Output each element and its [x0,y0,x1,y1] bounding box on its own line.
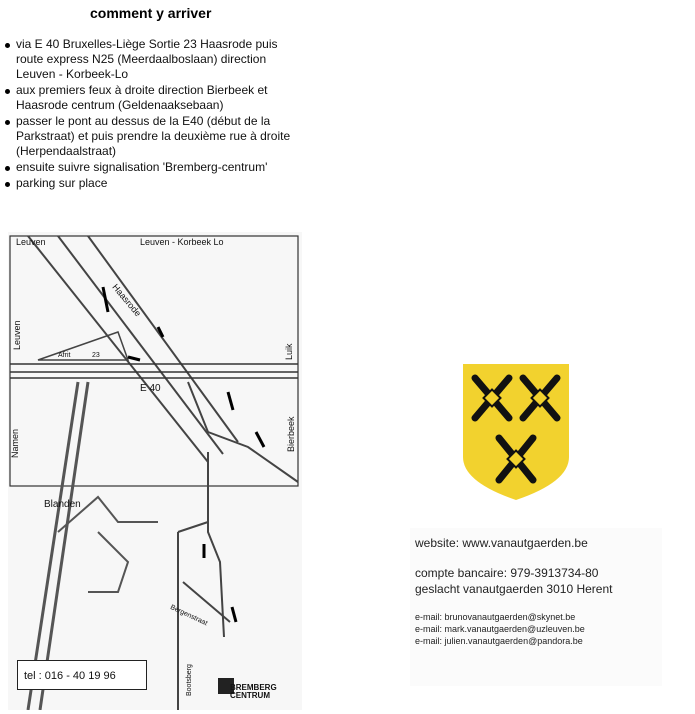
bremberg-centrum-logo [230,684,277,700]
map-label-namen: Namen [10,428,20,458]
direction-step-4: ensuite suivre signalisation 'Bremberg-centrum' [4,160,304,175]
bank-account-text: compte bancaire: 979-3913734-80 [415,566,599,580]
coat-of-arms-icon [461,362,571,502]
direction-step-1: via E 40 Bruxelles-Liège Sortie 23 Haasrode puis route express N25 (Meerdaalboslaan) direction Leuven - Korbeek-Lo [4,37,304,82]
map-label-bergenstraat: Bergenstraat [169,604,209,628]
telephone-number: tel : 016 - 40 19 96 [24,670,116,682]
map-label-blanden: Blanden [44,499,81,510]
logo-line-1: BREMBERG [230,683,277,692]
map-label-leuven-top: Leuven [16,237,46,247]
email-link[interactable]: e-mail: julien.vanautgaerden@pandora.be [415,636,583,646]
map-label-korbeek: Leuven - Korbeek Lo [140,237,224,247]
map-label-haasrode: Haasrode [110,282,144,319]
map-label-luik: Luik [284,343,294,360]
bank-holder-text: geslacht vanautgaerden 3010 Herent [415,582,613,596]
route-map [8,232,302,710]
telephone-box [17,660,147,690]
map-label-exit-number: 23 [92,352,100,359]
map-label-bootsberg: Bootsberg [186,664,193,696]
email-link[interactable]: e-mail: brunovanautgaerden@skynet.be [415,612,576,622]
logo-line-2: CENTRUM [230,691,270,700]
page-title: comment y arriver [90,5,212,21]
map-label-afrit: Afrit [58,352,71,359]
direction-step-3: passer le pont au dessus de la E40 (début de la Parkstraat) et puis prendre la deuxième rue à droite (Herpendaalstraat) [4,114,304,159]
directions-list [4,37,304,192]
email-link[interactable]: e-mail: mark.vanautgaerden@uzleuven.be [415,624,585,634]
map-label-bierbeek: Bierbeek [286,416,296,452]
map-label-e40: E 40 [140,383,161,394]
contact-block [410,528,662,686]
route-map-drawing [8,232,302,710]
map-label-leuven-side: Leuven [12,320,22,350]
direction-step-2: aux premiers feux à droite direction Bierbeek et Haasrode centrum (Geldenaaksebaan) [4,83,304,113]
direction-step-5: parking sur place [4,176,304,191]
website-text[interactable]: website: www.vanautgaerden.be [415,536,588,550]
